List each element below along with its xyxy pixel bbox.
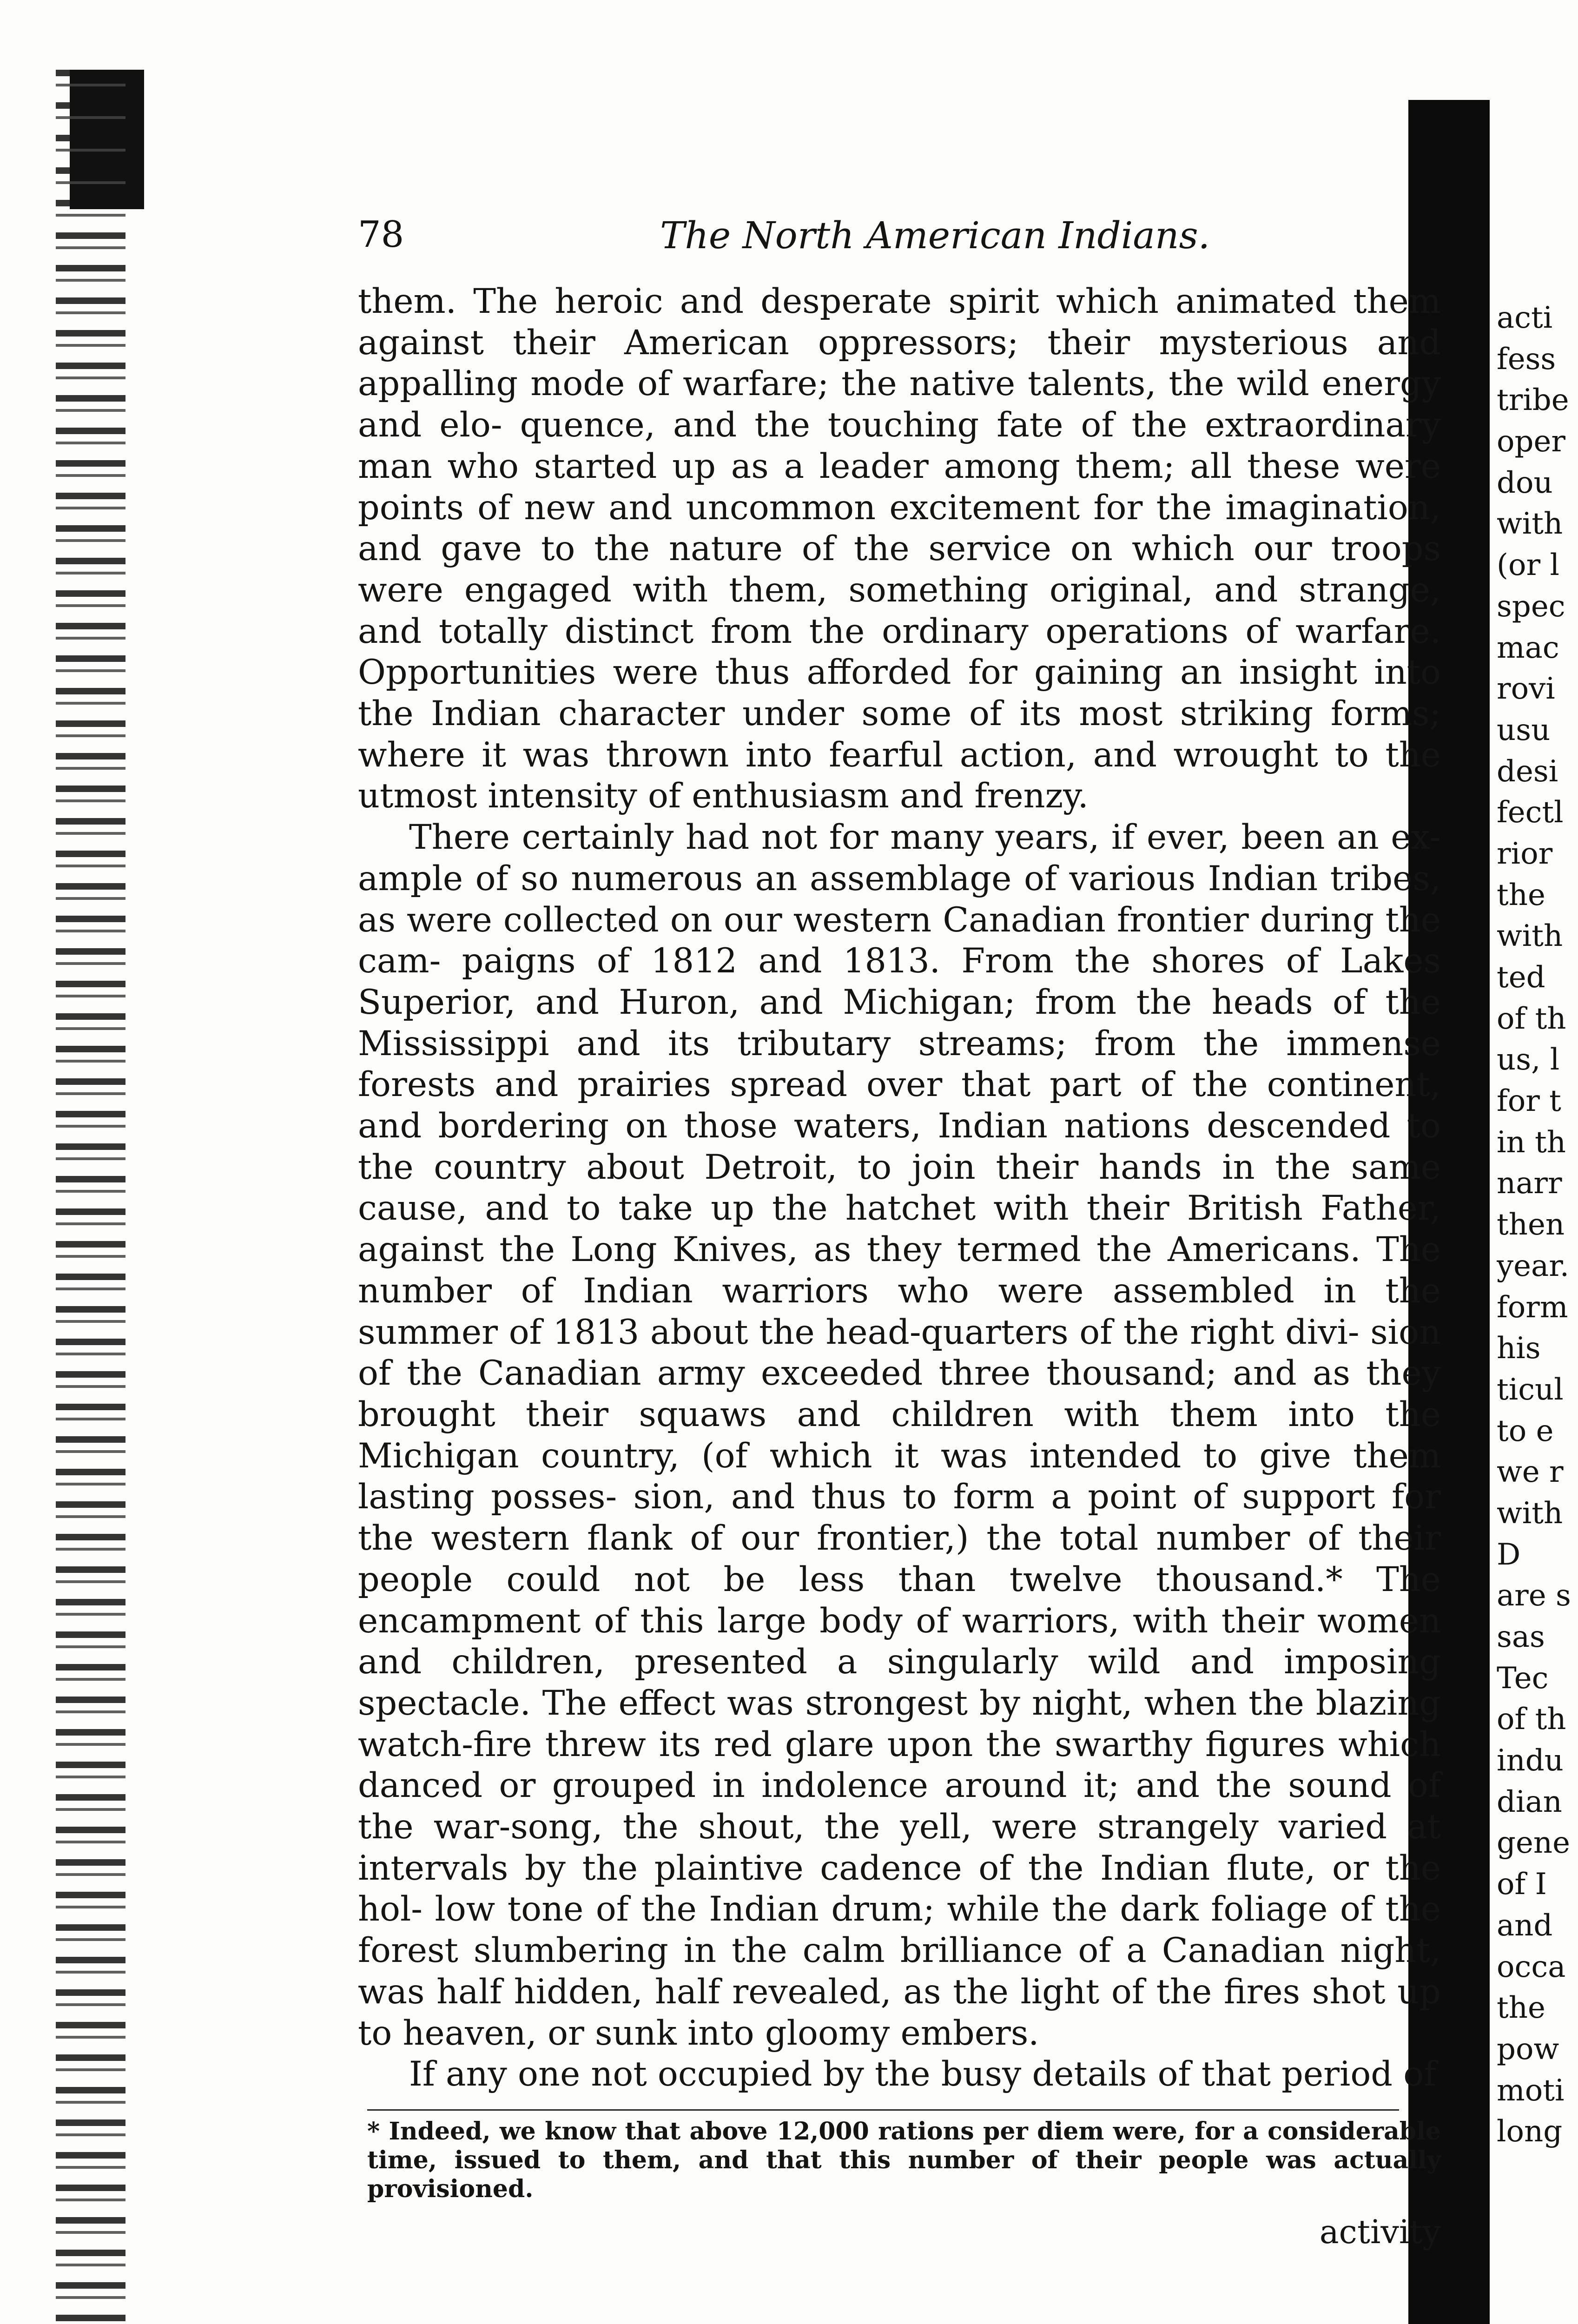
facing-page-fragment: (or l xyxy=(1497,548,1559,583)
facing-page-fragment: moti xyxy=(1497,2073,1565,2108)
facing-page-fragment: of th xyxy=(1497,1702,1566,1737)
facing-page-fragment: spec xyxy=(1497,589,1565,624)
facing-page-fragment: rovi xyxy=(1497,672,1555,706)
book-page xyxy=(358,205,1441,2255)
facing-page-fragment: rior xyxy=(1497,836,1553,871)
facing-page-fragment: narr xyxy=(1497,1166,1562,1201)
facing-page-fragment: dian xyxy=(1497,1784,1562,1819)
facing-page-fragment: to e xyxy=(1497,1413,1554,1448)
facing-page-fragment: dou xyxy=(1497,465,1553,500)
facing-page-fragment: occa xyxy=(1497,1949,1566,1984)
paragraph-2: There certainly had not for many years, if ever, been an ex- ample of so numerous an assemblage of various Indian tribes, as were collected on our western Canadian frontier during the cam- paigns of 1812 and 1813. From the shores of Lakes Superior, and Huron, and Michigan; from the heads of the Mississippi and its tributary streams; from the immense forests and prairies spread over that part of the continent, and bordering on those waters, Indian nations descended to the country about Detroit, to join their hands in the same cause, and to take up the hatchet with their British Father, against the Long Knives, as they termed the Americans. The number of Indian warriors who were assembled in the summer of 1813 about the head-quarters of the right divi- sion of the Canadian army exceeded three thousand; and as they brought their squaws and children with them into the Michigan country, (of which it was intended to give them lasting posses- sion, and thus to form a point of support for the western flank of our frontier,) the total number of their people could not be less than twelve thousand.* The encampment of this large body of warriors, with their women and children, presented a singularly wild and imposing spectacle. The effect was strongest by night, when the blazing watch-fire threw its red glare upon the swarthy figures which danced or grouped in indolence around it; and the sound of the war-song, the shout, the yell, were strangely varied at intervals by the plaintive cadence of the Indian flute, or the hol- low tone of the Indian drum; while the dark foliage of the forest slumbering in the calm brilliance of a Canadian night, was half hidden, half revealed, as the light of the fires shot up to heaven, or sunk into gloomy embers. xyxy=(358,818,1441,2053)
running-title: The North American Indians. xyxy=(660,214,1210,257)
facing-page-fragment: indu xyxy=(1497,1743,1564,1778)
facing-page-fragment: desi xyxy=(1497,754,1558,789)
page-header xyxy=(358,205,1441,281)
facing-page-fragment: tribe xyxy=(1497,383,1569,418)
facing-page-fragment: fess xyxy=(1497,342,1556,376)
facing-page-fragment: and xyxy=(1497,1908,1553,1943)
facing-page-fragment: usu xyxy=(1497,713,1551,747)
footnote: * Indeed, we know that above 12,000 rations per diem were, for a considerable time, issued to them, and that this number of their people was actually provisioned. xyxy=(367,2117,1441,2203)
facing-page-fragment: in th xyxy=(1497,1125,1566,1160)
facing-page-fragment: form xyxy=(1497,1290,1568,1325)
facing-page-fragment: Tec xyxy=(1497,1661,1549,1696)
catchword: activity xyxy=(1319,2212,1441,2251)
facing-page-fragment: with xyxy=(1497,507,1563,541)
facing-page-fragment: of th xyxy=(1497,1001,1566,1036)
facing-page-fragment: fectl xyxy=(1497,795,1564,830)
facing-page-fragment: gene xyxy=(1497,1826,1570,1861)
facing-page-fragment: with xyxy=(1497,1496,1563,1531)
facing-page-fragment: acti xyxy=(1497,301,1553,335)
facing-page-fragment: pow xyxy=(1497,2032,1559,2067)
facing-page-fragment: long xyxy=(1497,2114,1563,2149)
facing-page-fragment: sas xyxy=(1497,1620,1545,1654)
paragraph-1: them. The heroic and desperate spirit which animated them against their American oppressors; their mysterious and appalling mode of warfare; the native talents, the wild energy and elo- quence, and the touching fate of the extraordinary man who started up as a leader among them; all these were points of new and uncommon excitement for the imagination, and gave to the nature of the service on which our troops were engaged with them, something original, and strange, and totally distinct from the ordinary operations of warfare. Opportunities were thus afforded for gaining an insight into the Indian character under some of its most striking forms; where it was thrown into fearful action, and wrought to the utmost intensity of enthusiasm and frenzy. xyxy=(358,282,1441,816)
paragraph-3: If any one not occupied by the busy details of that period of xyxy=(409,2054,1437,2094)
facing-page-fragment: we r xyxy=(1497,1455,1564,1490)
facing-page-fragment: for t xyxy=(1497,1084,1561,1119)
body-text xyxy=(358,281,1441,2095)
facing-page-fragment: ticul xyxy=(1497,1372,1564,1407)
page-number: 78 xyxy=(358,214,404,256)
facing-page-fragment: year. xyxy=(1497,1248,1570,1283)
facing-page-fragment: ted xyxy=(1497,960,1545,995)
facing-page-fragment: his xyxy=(1497,1331,1541,1366)
facing-page-fragment: are s xyxy=(1497,1578,1571,1613)
scan-edge-artifact xyxy=(56,70,125,2324)
facing-page-fragment: oper xyxy=(1497,424,1565,459)
footnote-rule xyxy=(367,2109,1399,2111)
facing-page-fragment: then xyxy=(1497,1208,1565,1242)
facing-page-fragment: us, l xyxy=(1497,1043,1560,1077)
facing-page-fragment: D xyxy=(1497,1537,1521,1572)
facing-page-fragment: of I xyxy=(1497,1867,1547,1902)
facing-page-fragments xyxy=(1497,297,1578,2152)
facing-page-fragment: the xyxy=(1497,1991,1545,2026)
facing-page-fragment: mac xyxy=(1497,630,1559,665)
facing-page-fragment: the xyxy=(1497,878,1545,912)
facing-page-fragment: with xyxy=(1497,919,1563,954)
